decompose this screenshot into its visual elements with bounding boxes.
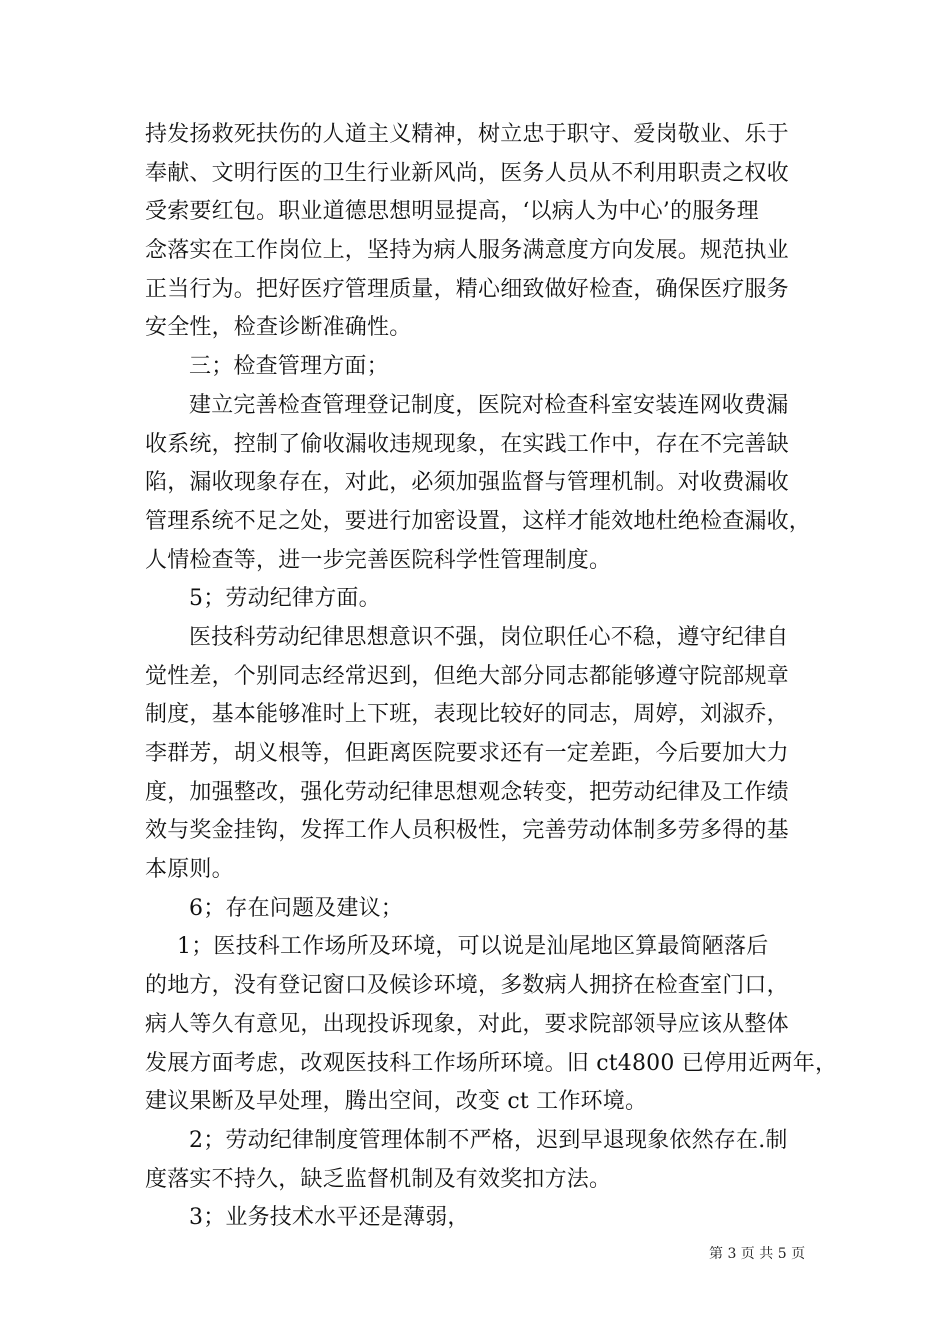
text-line: 制度，基本能够准时上下班，表现比较好的同志，周婷，刘淑乔， (145, 702, 789, 728)
text-line: 建议果断及早处理，腾出空间，改变 ct 工作环境。 (145, 1089, 648, 1115)
text-line: 的地方，没有登记窗口及候诊环境，多数病人拥挤在检查室门口， (145, 973, 789, 999)
text-line: 受索要红包。职业道德思想明显提高，‘以病人为中心’的服务理 (145, 199, 759, 225)
text-line: 李群芳，胡义根等，但距离医院要求还有一定差距，今后要加大力 (145, 741, 789, 766)
list-item-1: 1；医技科工作场所及环境，可以说是汕尾地区算最简陋落后 (177, 934, 769, 960)
text-line: 本原则。 (145, 857, 234, 883)
list-item-2: 2；劳动纪律制度管理体制不严格，迟到早退现象依然存在.制 (189, 1127, 788, 1153)
text-line: 正当行为。把好医疗管理质量，精心细致做好检查，确保医疗服务 (145, 276, 789, 302)
text-line: 度落实不持久，缺乏监督机制及有效奖扣方法。 (145, 1166, 612, 1192)
text-line: 持发扬救死扶伤的人道主义精神，树立忠于职守、爱岗敬业、乐于 (145, 122, 789, 147)
section-heading-inspection: 三；检查管理方面； (189, 354, 389, 380)
text-line: 发展方面考虑，改观医技科工作场所环境。旧 ct4800 已停用近两年， (145, 1050, 838, 1076)
section-heading-problems: 6；存在问题及建议； (189, 895, 403, 921)
text-line: 管理系统不足之处，要进行加密设置，这样才能效地杜绝检查漏收， (145, 508, 812, 534)
text-line: 效与奖金挂钩，发挥工作人员积极性，完善劳动体制多劳多得的基 (145, 818, 789, 844)
text-line: 病人等久有意见，出现投诉现象，对此，要求院部领导应该从整体 (145, 1011, 789, 1037)
paragraph-start: 医技科劳动纪律思想意识不强，岗位职任心不稳，遵守纪律自 (189, 624, 789, 650)
text-line: 念落实在工作岗位上，坚持为病人服务满意度方向发展。规范执业 (145, 238, 789, 264)
list-item-3: 3；业务技术水平还是薄弱， (189, 1205, 470, 1231)
page-indicator: 第 3 页 共 5 页 (709, 1246, 806, 1262)
body-text (145, 116, 838, 1238)
text-line: 觉性差，个别同志经常迟到，但绝大部分同志都能够遵守院部规章 (145, 663, 789, 689)
text-line: 收系统，控制了偷收漏收违规现象，在实践工作中，存在不完善缺 (145, 431, 789, 457)
text-line: 陷，漏收现象存在，对此，必须加强监督与管理机制。对收费漏收 (145, 470, 789, 496)
section-heading-labor-discipline: 5；劳动纪律方面。 (189, 586, 381, 612)
text-line: 安全性，检查诊断准确性。 (145, 315, 412, 341)
paragraph-start: 建立完善检查管理登记制度，医院对检查科室安装连网收费漏 (189, 392, 789, 418)
text-line: 度，加强整改，强化劳动纪律思想观念转变，把劳动纪律及工作绩 (145, 779, 789, 805)
text-line: 人情检查等，进一步完善医院科学性管理制度。 (145, 547, 612, 573)
text-line: 奉献、文明行医的卫生行业新风尚，医务人员从不利用职责之权收 (145, 160, 789, 186)
